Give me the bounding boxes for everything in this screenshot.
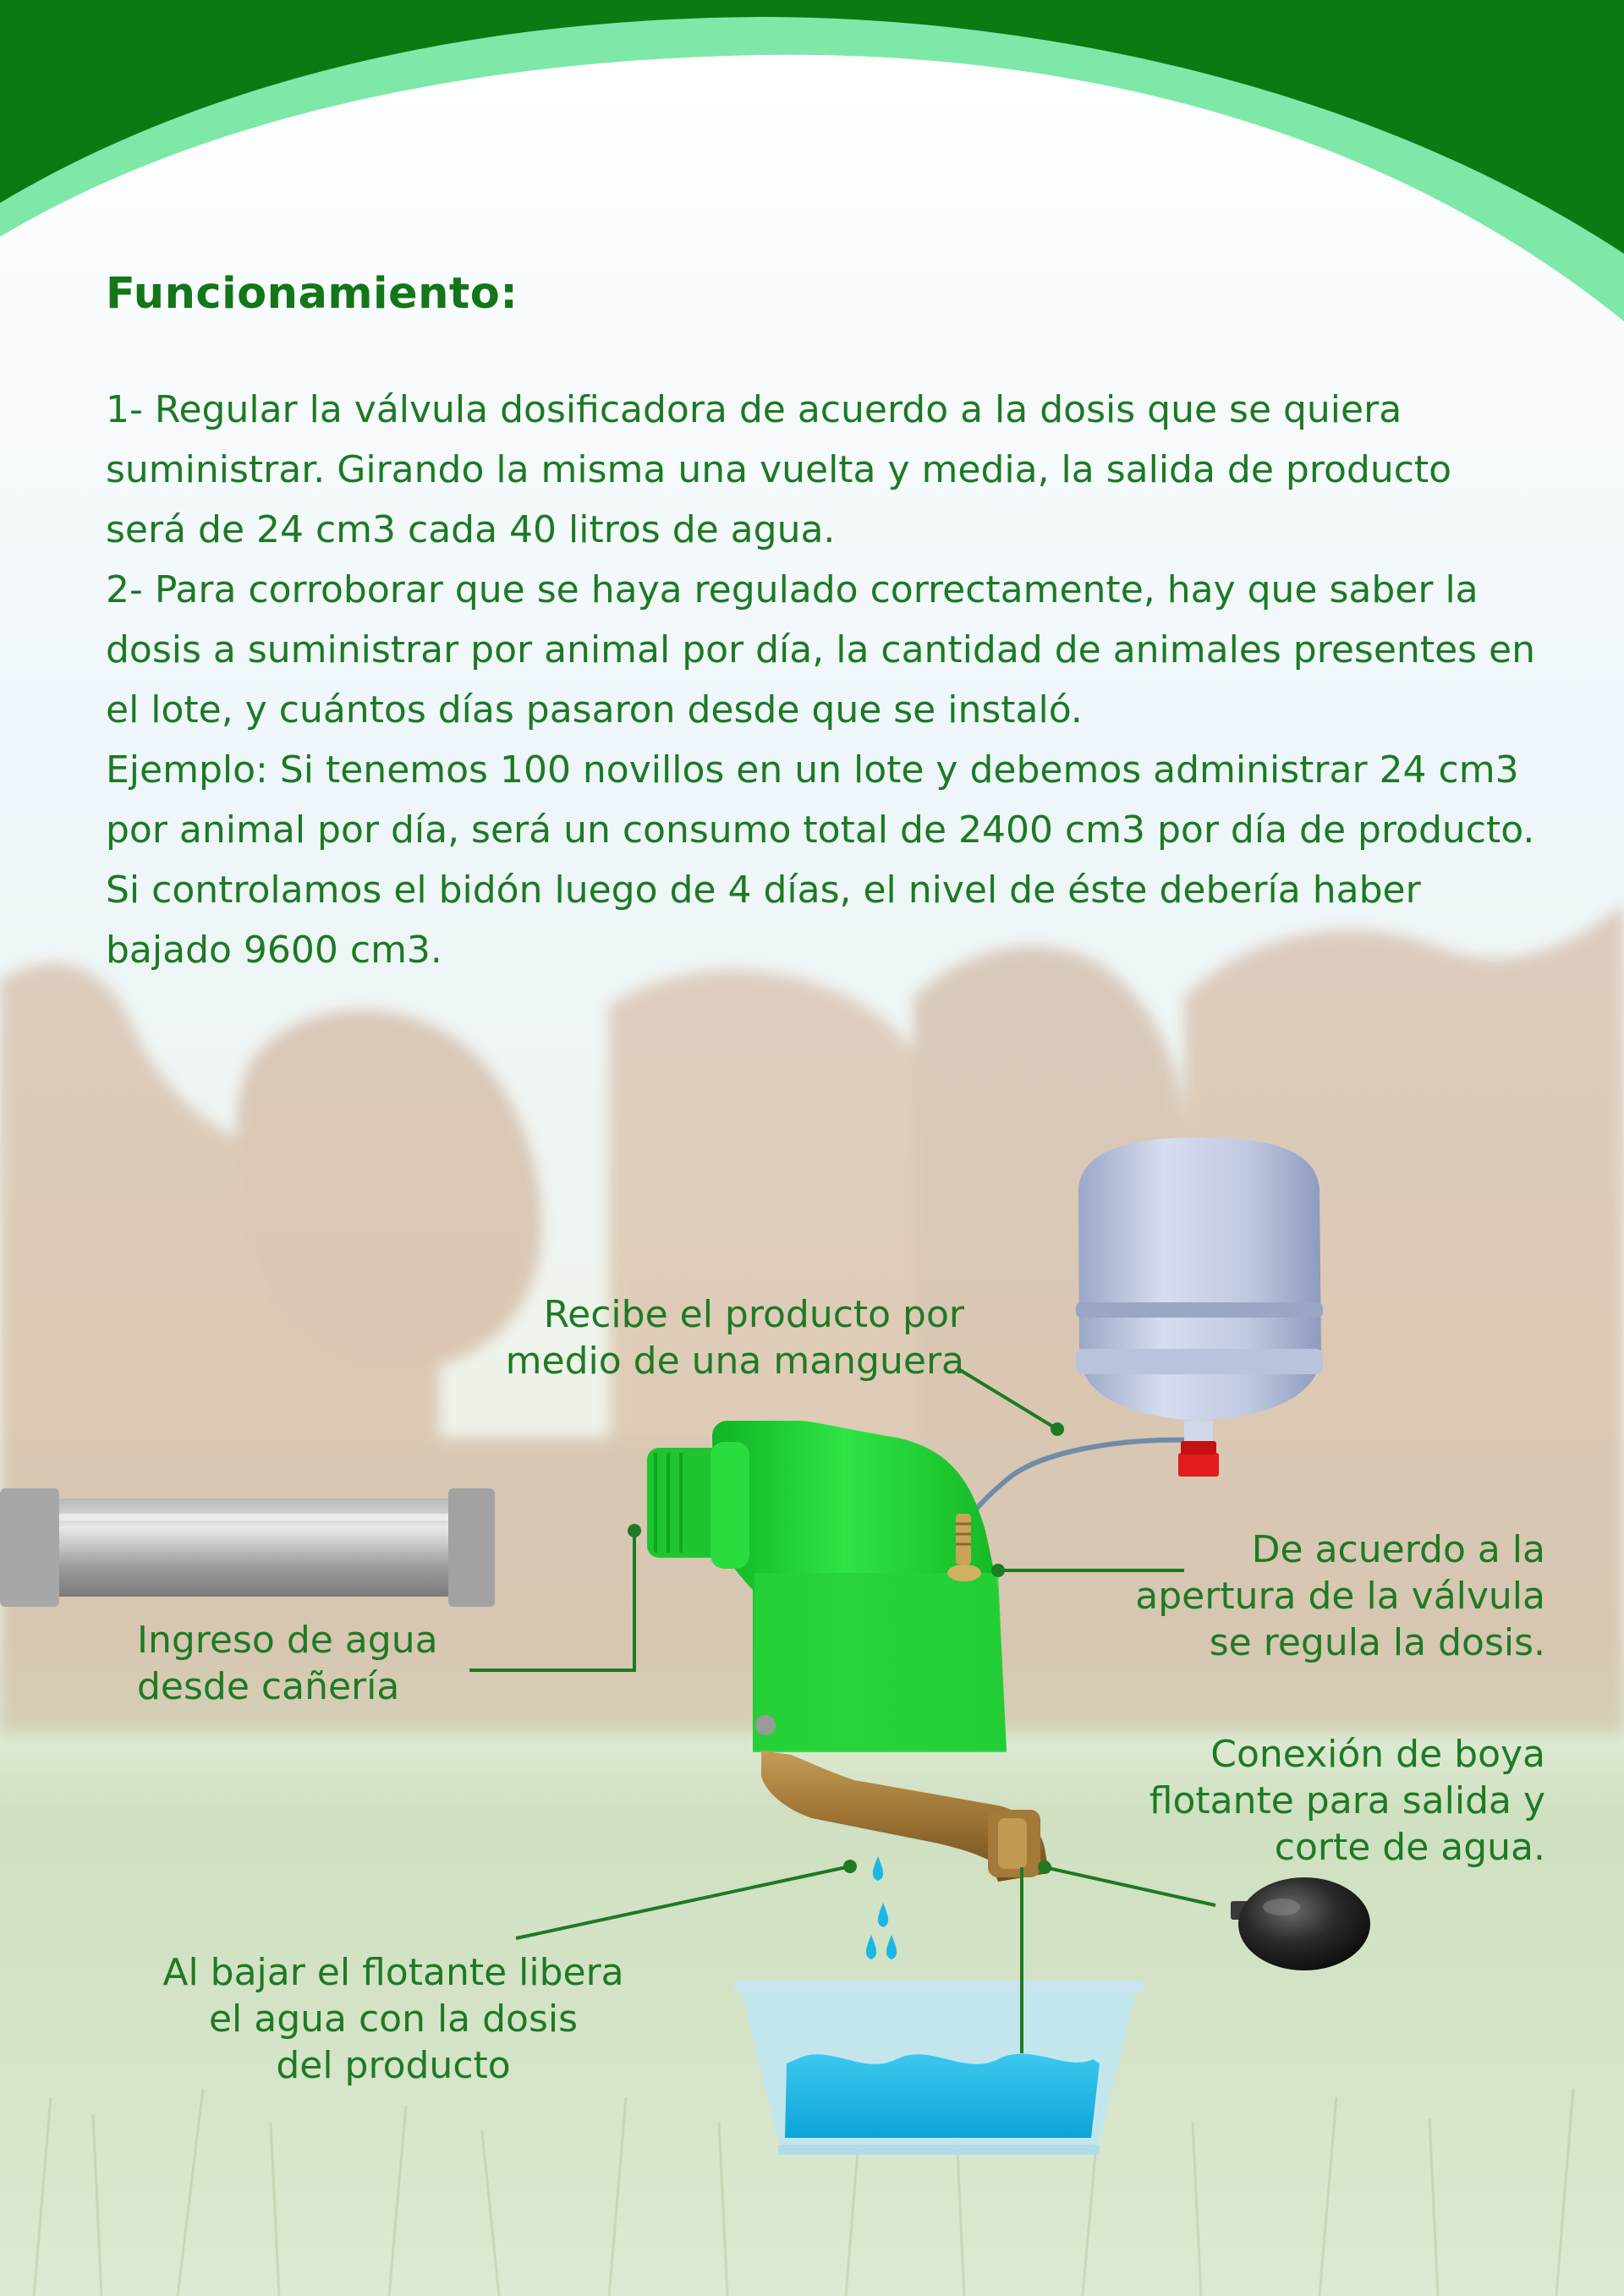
trough-illustration (734, 1981, 1144, 2155)
callout-hose: Recibe el producto por medio de una manguera (505, 1293, 964, 1383)
step-1-paragraph: 1- Regular la válvula dosificadora de acuerdo a la dosis que se quiera suministrar. Girando la misma una vuelta y media, la salida de producto será de 24 cm3 cada 40 litros de agua. (106, 388, 1452, 551)
step-2-paragraph: 2- Para corroborar que se haya regulado correctamente, hay que saber la dosis a suministrar por animal por día, la cantidad de animales presentes en el lote, y cuántos días pasaron desde que se instaló. (106, 568, 1536, 732)
example-paragraph: Ejemplo: Si tenemos 100 novillos en un lote y debemos administrar 24 cm3 por animal por día, será un consumo total de 2400 cm3 por día de producto. (106, 748, 1535, 852)
check-paragraph: Si controlamos el bidón luego de 4 días, el nivel de éste debería haber bajado 9600 cm3. (106, 869, 1421, 972)
instructions-block (106, 269, 1544, 980)
callout-float-connection: Conexión de boya flotante para salida y corte de agua. (1149, 1733, 1545, 1869)
callout-valve-dose: De acuerdo a la apertura de la válvula se regula la dosis. (1135, 1528, 1545, 1664)
callout-water-inlet: Ingreso de agua desde cañería (137, 1619, 438, 1708)
callout-water-release: Al bajar el flotante libera el agua con la dosis del producto (162, 1951, 624, 2087)
pipe-illustration (0, 1488, 495, 1607)
section-heading: Funcionamiento: (106, 269, 518, 319)
